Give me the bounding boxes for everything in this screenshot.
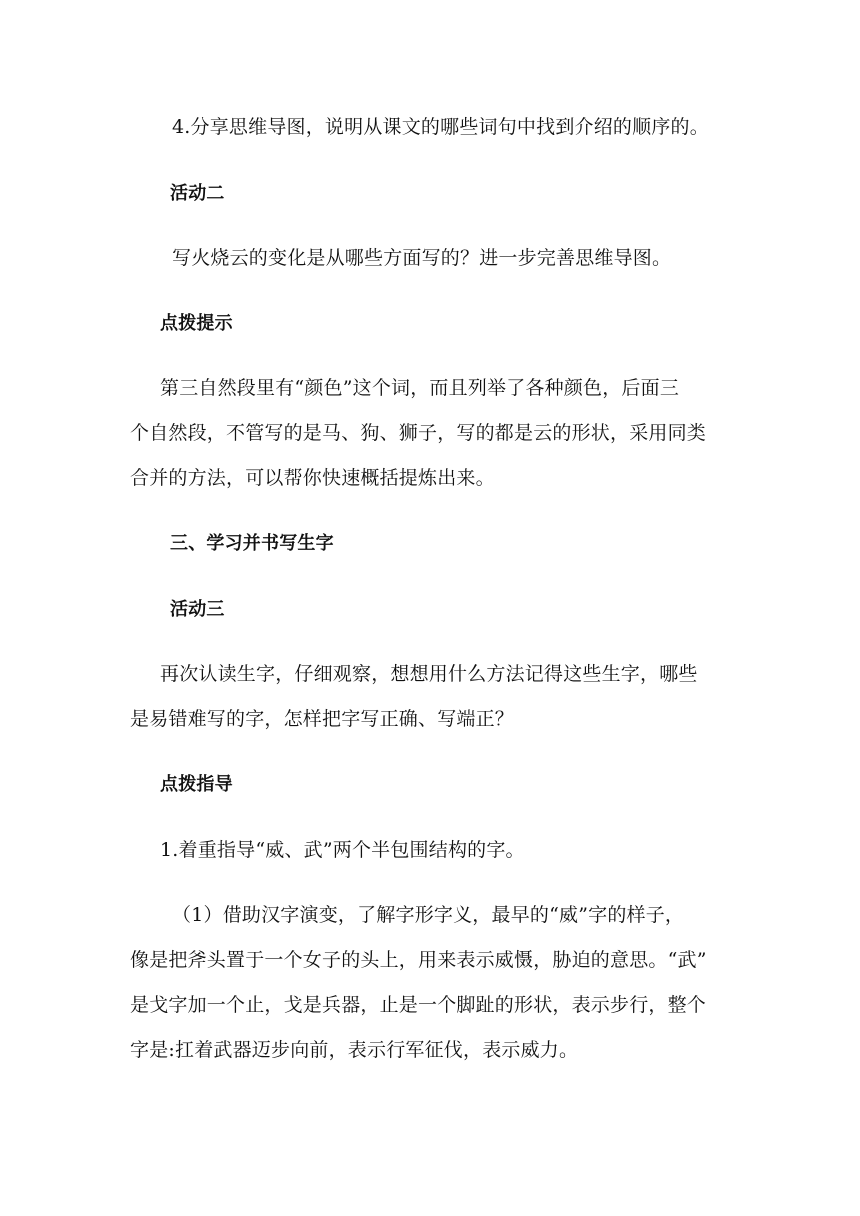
guide-sub-line: 是戈字加一个止，戈是兵器，止是一个脚趾的形状，表示步行，整个 xyxy=(130,994,707,1016)
activity-three-line: 是易错难写的字，怎样把字写正确、写端正？ xyxy=(130,708,515,730)
heading-guide: 点拨指导 xyxy=(160,774,233,795)
hint-line: 合并的方法，可以帮你快速概括提炼出来。 xyxy=(130,467,495,489)
guide-item-one: 1.着重指导“威、武”两个半包围结构的字。 xyxy=(160,839,525,861)
hint-line: 个自然段，不管写的是马、狗、狮子，写的都是云的形状，采用同类 xyxy=(130,422,707,444)
heading-section-three: 三、学习并书写生字 xyxy=(170,533,334,554)
guide-sub-line: 字是:扛着武器迈步向前，表示行军征伐，表示威力。 xyxy=(130,1039,579,1061)
heading-activity-two: 活动二 xyxy=(170,183,225,204)
hint-line: 第三自然段里有“颜色”这个词，而且列举了各种颜色，后面三 xyxy=(160,377,680,399)
heading-hint: 点拨提示 xyxy=(160,313,233,334)
guide-sub-line: （1）借助汉字演变，了解字形字义，最早的“威”字的样子， xyxy=(172,904,685,926)
guide-sub-line: 像是把斧头置于一个女子的头上，用来表示威慑，胁迫的意思。“武” xyxy=(130,949,707,971)
heading-activity-three: 活动三 xyxy=(170,599,225,620)
activity-three-line: 再次认读生字，仔细观察，想想用什么方法记得这些生字，哪些 xyxy=(160,663,698,685)
paragraph-share-mindmap: 4.分享思维导图，说明从课文的哪些词句中找到介绍的顺序的。 xyxy=(172,116,709,138)
paragraph-activity-two: 写火烧云的变化是从哪些方面写的？进一步完善思维导图。 xyxy=(172,247,672,269)
